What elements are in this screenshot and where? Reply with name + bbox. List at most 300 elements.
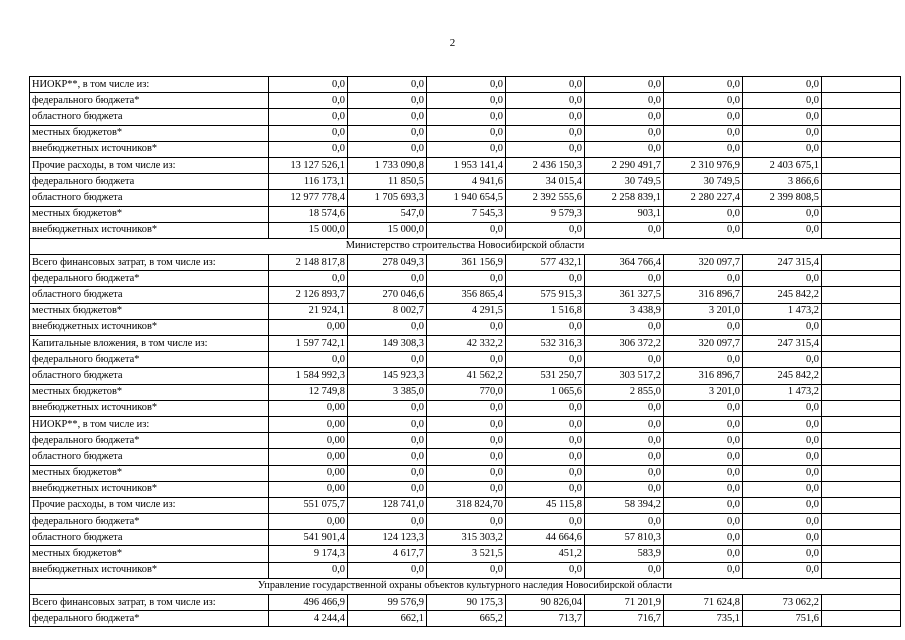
value-cell: 575 915,3 [506, 287, 585, 303]
value-cell: 903,1 [585, 206, 664, 222]
value-cell: 0,0 [743, 206, 822, 222]
value-cell: 0,0 [664, 271, 743, 287]
row-label: областного бюджета [30, 109, 269, 125]
value-cell: 0,0 [506, 449, 585, 465]
value-cell: 0,0 [585, 481, 664, 497]
empty-cell [822, 611, 901, 627]
value-cell: 1 065,6 [506, 384, 585, 400]
value-cell: 0,0 [664, 319, 743, 335]
value-cell: 0,0 [664, 449, 743, 465]
value-cell: 0,0 [585, 109, 664, 125]
value-cell: 0,0 [585, 416, 664, 432]
empty-cell [822, 384, 901, 400]
value-cell: 318 824,70 [427, 497, 506, 513]
value-cell: 0,0 [506, 562, 585, 578]
section-title: Управление государственной охраны объектов культурного наследия Новосибирской области [30, 578, 901, 594]
table-row [30, 222, 901, 238]
value-cell: 73 062,2 [743, 595, 822, 611]
value-cell: 551 075,7 [269, 497, 348, 513]
value-cell: 0,0 [427, 77, 506, 93]
value-cell: 0,0 [506, 93, 585, 109]
value-cell: 0,0 [585, 514, 664, 530]
table-row [30, 530, 901, 546]
empty-cell [822, 562, 901, 578]
value-cell: 15 000,0 [348, 222, 427, 238]
value-cell: 0,00 [269, 416, 348, 432]
value-cell: 0,0 [743, 352, 822, 368]
value-cell: 0,0 [664, 514, 743, 530]
value-cell: 41 562,2 [427, 368, 506, 384]
budget-table [29, 76, 901, 627]
empty-cell [822, 174, 901, 190]
value-cell: 99 576,9 [348, 595, 427, 611]
value-cell: 0,0 [348, 481, 427, 497]
value-cell: 0,0 [506, 352, 585, 368]
empty-cell [822, 109, 901, 125]
value-cell: 0,0 [585, 271, 664, 287]
value-cell: 0,00 [269, 514, 348, 530]
value-cell: 0,0 [743, 546, 822, 562]
value-cell: 3 201,0 [664, 303, 743, 319]
value-cell: 3 385,0 [348, 384, 427, 400]
value-cell: 0,0 [585, 222, 664, 238]
table-row [30, 352, 901, 368]
row-label: Капитальные вложения, в том числе из: [30, 336, 269, 352]
value-cell: 0,0 [506, 433, 585, 449]
value-cell: 71 624,8 [664, 595, 743, 611]
value-cell: 90 175,3 [427, 595, 506, 611]
value-cell: 42 332,2 [427, 336, 506, 352]
value-cell: 0,0 [427, 271, 506, 287]
value-cell: 245 842,2 [743, 368, 822, 384]
value-cell: 735,1 [664, 611, 743, 627]
value-cell: 1 516,8 [506, 303, 585, 319]
empty-cell [822, 449, 901, 465]
value-cell: 0,0 [585, 562, 664, 578]
value-cell: 0,0 [664, 400, 743, 416]
empty-cell [822, 125, 901, 141]
table-row [30, 93, 901, 109]
row-label: местных бюджетов* [30, 125, 269, 141]
value-cell: 4 291,5 [427, 303, 506, 319]
value-cell: 0,0 [743, 93, 822, 109]
value-cell: 713,7 [506, 611, 585, 627]
value-cell: 665,2 [427, 611, 506, 627]
value-cell: 0,0 [743, 271, 822, 287]
empty-cell [822, 595, 901, 611]
empty-cell [822, 465, 901, 481]
value-cell: 0,0 [348, 449, 427, 465]
table-row [30, 595, 901, 611]
value-cell: 0,0 [743, 222, 822, 238]
value-cell: 316 896,7 [664, 287, 743, 303]
table-row [30, 400, 901, 416]
value-cell: 58 394,2 [585, 497, 664, 513]
table-row [30, 190, 901, 206]
value-cell: 356 865,4 [427, 287, 506, 303]
row-label: местных бюджетов* [30, 465, 269, 481]
section-title: Министерство строительства Новосибирской области [30, 238, 901, 254]
value-cell: 2 392 555,6 [506, 190, 585, 206]
empty-cell [822, 222, 901, 238]
row-label: федерального бюджета* [30, 271, 269, 287]
value-cell: 0,0 [506, 514, 585, 530]
value-cell: 12 977 778,4 [269, 190, 348, 206]
value-cell: 71 201,9 [585, 595, 664, 611]
value-cell: 0,0 [348, 514, 427, 530]
table-row [30, 157, 901, 173]
table-row [30, 546, 901, 562]
empty-cell [822, 303, 901, 319]
value-cell: 0,0 [427, 125, 506, 141]
value-cell: 364 766,4 [585, 255, 664, 271]
value-cell: 0,0 [743, 400, 822, 416]
value-cell: 0,0 [585, 449, 664, 465]
value-cell: 0,0 [427, 141, 506, 157]
value-cell: 0,0 [585, 125, 664, 141]
value-cell: 45 115,8 [506, 497, 585, 513]
empty-cell [822, 157, 901, 173]
table-row [30, 255, 901, 271]
value-cell: 0,0 [506, 125, 585, 141]
row-label: НИОКР**, в том числе из: [30, 416, 269, 432]
value-cell: 0,0 [427, 481, 506, 497]
value-cell: 3 521,5 [427, 546, 506, 562]
value-cell: 0,00 [269, 481, 348, 497]
value-cell: 2 148 817,8 [269, 255, 348, 271]
value-cell: 577 432,1 [506, 255, 585, 271]
table-row [30, 465, 901, 481]
row-label: федерального бюджета* [30, 93, 269, 109]
table-row [30, 319, 901, 335]
value-cell: 30 749,5 [585, 174, 664, 190]
value-cell: 1 597 742,1 [269, 336, 348, 352]
value-cell: 0,0 [269, 562, 348, 578]
value-cell: 0,0 [664, 530, 743, 546]
value-cell: 0,0 [427, 400, 506, 416]
value-cell: 0,0 [585, 400, 664, 416]
value-cell: 2 258 839,1 [585, 190, 664, 206]
value-cell: 2 310 976,9 [664, 157, 743, 173]
row-label: федерального бюджета* [30, 433, 269, 449]
value-cell: 1 584 992,3 [269, 368, 348, 384]
value-cell: 0,0 [506, 319, 585, 335]
row-label: Прочие расходы, в том числе из: [30, 497, 269, 513]
value-cell: 0,0 [348, 400, 427, 416]
value-cell: 270 046,6 [348, 287, 427, 303]
value-cell: 1 705 693,3 [348, 190, 427, 206]
value-cell: 0,0 [664, 222, 743, 238]
row-label: местных бюджетов* [30, 206, 269, 222]
empty-cell [822, 352, 901, 368]
value-cell: 0,0 [269, 77, 348, 93]
row-label: федерального бюджета* [30, 514, 269, 530]
value-cell: 0,0 [506, 400, 585, 416]
page-number: 2 [449, 37, 456, 49]
value-cell: 21 924,1 [269, 303, 348, 319]
value-cell: 315 303,2 [427, 530, 506, 546]
value-cell: 0,00 [269, 319, 348, 335]
value-cell: 316 896,7 [664, 368, 743, 384]
value-cell: 662,1 [348, 611, 427, 627]
value-cell: 34 015,4 [506, 174, 585, 190]
value-cell: 124 123,3 [348, 530, 427, 546]
value-cell: 0,0 [664, 416, 743, 432]
empty-cell [822, 497, 901, 513]
value-cell: 0,0 [743, 481, 822, 497]
empty-cell [822, 400, 901, 416]
value-cell: 496 466,9 [269, 595, 348, 611]
table-row [30, 481, 901, 497]
value-cell: 751,6 [743, 611, 822, 627]
value-cell: 12 749,8 [269, 384, 348, 400]
value-cell: 531 250,7 [506, 368, 585, 384]
value-cell: 30 749,5 [664, 174, 743, 190]
empty-cell [822, 514, 901, 530]
value-cell: 0,0 [427, 93, 506, 109]
value-cell: 13 127 526,1 [269, 157, 348, 173]
value-cell: 0,0 [585, 352, 664, 368]
value-cell: 0,0 [348, 141, 427, 157]
table-row [30, 514, 901, 530]
value-cell: 2 855,0 [585, 384, 664, 400]
value-cell: 0,0 [348, 416, 427, 432]
value-cell: 0,0 [585, 319, 664, 335]
value-cell: 0,0 [743, 514, 822, 530]
value-cell: 0,0 [585, 77, 664, 93]
value-cell: 0,0 [664, 93, 743, 109]
table-row [30, 433, 901, 449]
value-cell: 0,0 [348, 77, 427, 93]
value-cell: 361 327,5 [585, 287, 664, 303]
value-cell: 128 741,0 [348, 497, 427, 513]
empty-cell [822, 481, 901, 497]
table-row [30, 141, 901, 157]
table-row [30, 497, 901, 513]
empty-cell [822, 546, 901, 562]
row-label: областного бюджета [30, 530, 269, 546]
value-cell: 8 002,7 [348, 303, 427, 319]
value-cell: 3 866,6 [743, 174, 822, 190]
value-cell: 0,0 [427, 109, 506, 125]
table-row [30, 271, 901, 287]
value-cell: 0,0 [348, 125, 427, 141]
row-label: внебюджетных источников* [30, 562, 269, 578]
table-row [30, 174, 901, 190]
value-cell: 247 315,4 [743, 336, 822, 352]
table-row [30, 303, 901, 319]
value-cell: 0,0 [348, 352, 427, 368]
value-cell: 0,0 [664, 465, 743, 481]
row-label: местных бюджетов* [30, 546, 269, 562]
value-cell: 0,0 [427, 562, 506, 578]
value-cell: 11 850,5 [348, 174, 427, 190]
table-row [30, 125, 901, 141]
value-cell: 0,0 [269, 141, 348, 157]
row-label: федерального бюджета* [30, 352, 269, 368]
empty-cell [822, 190, 901, 206]
value-cell: 0,0 [743, 433, 822, 449]
row-label: внебюджетных источников* [30, 400, 269, 416]
value-cell: 0,00 [269, 433, 348, 449]
value-cell: 0,0 [348, 433, 427, 449]
value-cell: 0,0 [743, 562, 822, 578]
value-cell: 541 901,4 [269, 530, 348, 546]
table-row [30, 562, 901, 578]
value-cell: 0,0 [664, 546, 743, 562]
value-cell: 0,0 [743, 530, 822, 546]
value-cell: 0,0 [506, 77, 585, 93]
value-cell: 2 280 227,4 [664, 190, 743, 206]
value-cell: 0,0 [427, 416, 506, 432]
empty-cell [822, 287, 901, 303]
row-label: местных бюджетов* [30, 303, 269, 319]
value-cell: 0,0 [585, 433, 664, 449]
value-cell: 320 097,7 [664, 336, 743, 352]
value-cell: 770,0 [427, 384, 506, 400]
value-cell: 1 940 654,5 [427, 190, 506, 206]
value-cell: 0,0 [506, 109, 585, 125]
value-cell: 0,0 [664, 433, 743, 449]
table-row [30, 336, 901, 352]
value-cell: 0,0 [585, 141, 664, 157]
value-cell: 0,0 [506, 416, 585, 432]
value-cell: 3 438,9 [585, 303, 664, 319]
value-cell: 0,0 [585, 465, 664, 481]
empty-cell [822, 368, 901, 384]
value-cell: 4 244,4 [269, 611, 348, 627]
empty-cell [822, 319, 901, 335]
value-cell: 1 733 090,8 [348, 157, 427, 173]
value-cell: 0,0 [348, 109, 427, 125]
value-cell: 0,0 [427, 222, 506, 238]
value-cell: 9 174,3 [269, 546, 348, 562]
value-cell: 2 126 893,7 [269, 287, 348, 303]
value-cell: 0,0 [269, 271, 348, 287]
value-cell: 0,0 [743, 125, 822, 141]
row-label: внебюджетных источников* [30, 141, 269, 157]
row-label: внебюджетных источников* [30, 319, 269, 335]
empty-cell [822, 255, 901, 271]
value-cell: 320 097,7 [664, 255, 743, 271]
value-cell: 0,0 [348, 465, 427, 481]
value-cell: 0,0 [269, 352, 348, 368]
value-cell: 0,0 [269, 93, 348, 109]
value-cell: 0,0 [506, 271, 585, 287]
row-label: федерального бюджета* [30, 611, 269, 627]
value-cell: 0,0 [743, 497, 822, 513]
value-cell: 0,0 [506, 481, 585, 497]
row-label: местных бюджетов* [30, 384, 269, 400]
value-cell: 4 941,6 [427, 174, 506, 190]
value-cell: 0,0 [664, 125, 743, 141]
value-cell: 0,0 [743, 141, 822, 157]
value-cell: 306 372,2 [585, 336, 664, 352]
table-row [30, 368, 901, 384]
table-row [30, 611, 901, 627]
empty-cell [822, 141, 901, 157]
row-label: Всего финансовых затрат, в том числе из: [30, 255, 269, 271]
value-cell: 149 308,3 [348, 336, 427, 352]
value-cell: 44 664,6 [506, 530, 585, 546]
empty-cell [822, 271, 901, 287]
row-label: областного бюджета [30, 287, 269, 303]
value-cell: 532 316,3 [506, 336, 585, 352]
value-cell: 15 000,0 [269, 222, 348, 238]
budget-table-body [30, 77, 901, 627]
value-cell: 0,0 [664, 352, 743, 368]
empty-cell [822, 433, 901, 449]
row-label: НИОКР**, в том числе из: [30, 77, 269, 93]
value-cell: 0,0 [743, 109, 822, 125]
empty-cell [822, 93, 901, 109]
value-cell: 0,0 [427, 352, 506, 368]
value-cell: 0,0 [743, 416, 822, 432]
section-header-row [30, 578, 901, 594]
row-label: областного бюджета [30, 190, 269, 206]
value-cell: 0,0 [427, 465, 506, 481]
value-cell: 451,2 [506, 546, 585, 562]
value-cell: 716,7 [585, 611, 664, 627]
table-row [30, 449, 901, 465]
row-label: внебюджетных источников* [30, 222, 269, 238]
value-cell: 18 574,6 [269, 206, 348, 222]
table-row [30, 384, 901, 400]
value-cell: 2 399 808,5 [743, 190, 822, 206]
row-label: Прочие расходы, в том числе из: [30, 157, 269, 173]
value-cell: 0,00 [269, 449, 348, 465]
row-label: областного бюджета [30, 368, 269, 384]
value-cell: 1 953 141,4 [427, 157, 506, 173]
empty-cell [822, 530, 901, 546]
value-cell: 0,0 [664, 562, 743, 578]
value-cell: 0,0 [427, 514, 506, 530]
value-cell: 2 403 675,1 [743, 157, 822, 173]
value-cell: 0,0 [506, 141, 585, 157]
value-cell: 1 473,2 [743, 384, 822, 400]
table-row [30, 109, 901, 125]
section-header-row [30, 238, 901, 254]
value-cell: 0,0 [506, 465, 585, 481]
value-cell: 0,0 [664, 206, 743, 222]
value-cell: 0,0 [743, 319, 822, 335]
value-cell: 0,0 [506, 222, 585, 238]
value-cell: 278 049,3 [348, 255, 427, 271]
value-cell: 547,0 [348, 206, 427, 222]
value-cell: 9 579,3 [506, 206, 585, 222]
row-label: внебюджетных источников* [30, 481, 269, 497]
value-cell: 145 923,3 [348, 368, 427, 384]
value-cell: 0,0 [427, 449, 506, 465]
value-cell: 361 156,9 [427, 255, 506, 271]
value-cell: 2 436 150,3 [506, 157, 585, 173]
value-cell: 2 290 491,7 [585, 157, 664, 173]
table-row [30, 206, 901, 222]
value-cell: 0,0 [743, 465, 822, 481]
value-cell: 57 810,3 [585, 530, 664, 546]
value-cell: 0,0 [427, 433, 506, 449]
value-cell: 90 826,04 [506, 595, 585, 611]
table-row [30, 77, 901, 93]
value-cell: 0,0 [269, 125, 348, 141]
value-cell: 0,0 [664, 77, 743, 93]
value-cell: 0,0 [348, 319, 427, 335]
empty-cell [822, 336, 901, 352]
empty-cell [822, 206, 901, 222]
value-cell: 245 842,2 [743, 287, 822, 303]
row-label: Всего финансовых затрат, в том числе из: [30, 595, 269, 611]
value-cell: 0,0 [664, 141, 743, 157]
